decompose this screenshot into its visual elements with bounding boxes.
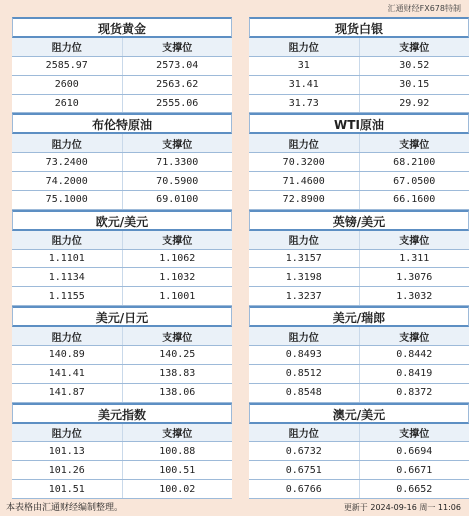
resistance-value: 141.87 [12,384,123,402]
panel-title: 美元/日元 [12,306,232,327]
resistance-value: 70.3200 [249,153,360,171]
table-row [249,268,469,287]
support-header: 支撑位 [162,43,193,55]
resistance-header: 阻力位 [12,327,123,345]
table-row [12,57,232,76]
table-row [249,365,469,384]
table-row [249,95,469,114]
table-row [249,76,469,95]
resistance-header: 阻力位 [12,134,123,152]
support-value: 100.88 [159,445,196,457]
resistance-value: 1.1155 [12,287,123,305]
support-value: 100.02 [159,483,196,495]
update-timestamp: 更新于 2024-09-16 周一 11:06 [343,503,461,512]
header-row [12,424,232,443]
resistance-value: 0.6766 [249,480,360,498]
resistance-value: 0.6732 [249,442,360,460]
support-value: 2563.62 [156,79,199,91]
table-row [12,480,232,499]
support-header: 支撑位 [399,428,430,440]
support-value: 29.92 [399,97,430,109]
resistance-value: 1.1101 [12,250,123,268]
support-header: 支撑位 [399,236,430,248]
resistance-value: 2610 [12,95,123,113]
support-value: 68.2100 [393,156,436,168]
panel-gbp-usd [249,210,469,306]
panel-title: 美元指数 [12,403,232,424]
panel-title: 布伦特原油 [12,113,232,134]
support-value: 0.8419 [396,368,433,380]
resistance-header: 阻力位 [249,38,360,56]
table-row [12,153,232,172]
support-value: 1.1062 [159,253,196,265]
resistance-value: 1.3157 [249,250,360,268]
resistance-value: 0.8493 [249,346,360,364]
resistance-value: 31 [249,57,360,75]
support-value: 1.3032 [396,290,433,302]
left-column [12,17,232,499]
table-row [249,250,469,269]
resistance-value: 1.3198 [249,268,360,286]
panel-spot-gold [12,17,232,113]
support-value: 1.1032 [159,271,196,283]
table-row [249,442,469,461]
resistance-header: 阻力位 [249,424,360,442]
resistance-value: 101.26 [12,461,123,479]
header-row [249,327,469,346]
panel-dollar-index [12,403,232,499]
support-value: 70.5900 [156,175,199,187]
resistance-value: 2585.97 [12,57,123,75]
support-value: 2573.04 [156,60,199,72]
support-value: 0.6652 [396,483,433,495]
support-header: 支撑位 [162,332,193,344]
support-value: 71.3300 [156,156,199,168]
header-row [249,134,469,153]
resistance-value: 74.2000 [12,172,123,190]
header-row [12,231,232,250]
panel-eur-usd [12,210,232,306]
panel-wti-oil [249,113,469,209]
support-value: 67.0500 [393,175,436,187]
support-header: 支撑位 [162,236,193,248]
resistance-value: 101.51 [12,480,123,498]
resistance-value: 140.89 [12,346,123,364]
support-value: 138.83 [159,368,196,380]
support-value: 0.6671 [396,464,433,476]
support-value: 1.311 [399,253,430,265]
table-row [249,172,469,191]
support-header: 支撑位 [399,139,430,151]
table-row [249,191,469,210]
panel-title: 欧元/美元 [12,210,232,231]
resistance-value: 75.1000 [12,191,123,209]
support-header: 支撑位 [162,428,193,440]
table-row [249,384,469,403]
panel-usd-chf [249,306,469,402]
resistance-value: 31.73 [249,95,360,113]
panel-spot-silver [249,17,469,113]
support-value: 30.15 [399,79,430,91]
footnote: 本表格由汇通财经编制整理。 [6,503,124,513]
resistance-header: 阻力位 [12,424,123,442]
support-header: 支撑位 [399,43,430,55]
right-column [249,17,469,499]
resistance-value: 141.41 [12,365,123,383]
support-value: 66.1600 [393,194,436,206]
header-row [12,327,232,346]
panel-title: 现货白银 [249,17,469,38]
panel-title: 英镑/美元 [249,210,469,231]
table-row [12,76,232,95]
support-value: 0.8442 [396,349,433,361]
resistance-value: 0.8512 [249,365,360,383]
resistance-header: 阻力位 [249,134,360,152]
resistance-header: 阻力位 [249,327,360,345]
panel-title: 澳元/美元 [249,403,469,424]
header-row [12,38,232,57]
resistance-value: 0.8548 [249,384,360,402]
panel-title: 美元/瑞郎 [249,306,469,327]
table-row [12,346,232,365]
resistance-value: 73.2400 [12,153,123,171]
support-value: 0.8372 [396,387,433,399]
header-row [249,38,469,57]
support-value: 138.06 [159,387,196,399]
panel-title: WTI原油 [249,113,469,134]
table-row [12,268,232,287]
table-row [12,461,232,480]
support-value: 1.1001 [159,290,196,302]
table-row [12,95,232,114]
resistance-header: 阻力位 [249,231,360,249]
table-row [12,365,232,384]
panel-usd-jpy [12,306,232,402]
panel-title: 现货黄金 [12,17,232,38]
resistance-value: 0.6751 [249,461,360,479]
table-row [12,250,232,269]
support-value: 2555.06 [156,97,199,109]
support-header: 支撑位 [399,332,430,344]
resistance-value: 72.8900 [249,191,360,209]
resistance-value: 1.1134 [12,268,123,286]
table-row [12,442,232,461]
resistance-value: 101.13 [12,442,123,460]
table-row [249,480,469,499]
brand-watermark: 汇通财经FX678特制 [387,4,461,13]
resistance-value: 1.3237 [249,287,360,305]
table-row [12,384,232,403]
header-row [249,231,469,250]
support-value: 1.3076 [396,271,433,283]
panel-brent-oil [12,113,232,209]
panel-aud-usd [249,403,469,499]
support-header: 支撑位 [162,139,193,151]
support-value: 100.51 [159,464,196,476]
table-row [12,287,232,306]
table-row [12,172,232,191]
support-value: 0.6694 [396,445,433,457]
header-row [249,424,469,443]
resistance-value: 2600 [12,76,123,94]
table-row [249,461,469,480]
resistance-header: 阻力位 [12,231,123,249]
support-value: 30.52 [399,60,430,72]
table-row [249,287,469,306]
table-row [249,153,469,172]
header-row [12,134,232,153]
support-value: 140.25 [159,349,196,361]
support-value: 69.0100 [156,194,199,206]
table-row [12,191,232,210]
resistance-value: 71.4600 [249,172,360,190]
table-row [249,57,469,76]
resistance-value: 31.41 [249,76,360,94]
resistance-header: 阻力位 [12,38,123,56]
table-row [249,346,469,365]
